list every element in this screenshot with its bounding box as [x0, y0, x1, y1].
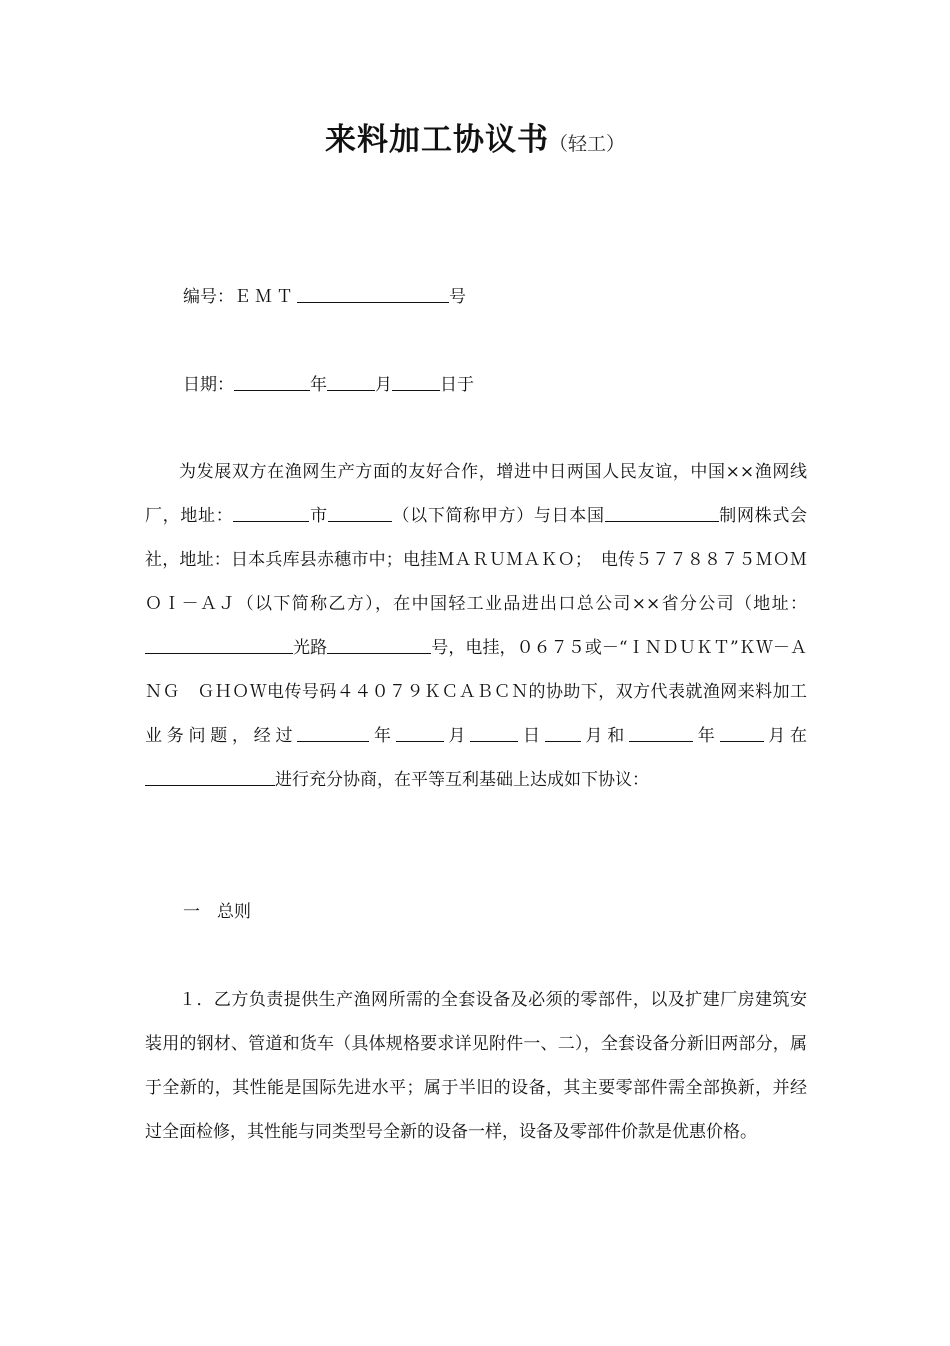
number-prefix: ＥＭＴ: [234, 287, 297, 307]
document-title: [0, 118, 950, 167]
date-month-blank: [327, 373, 375, 391]
title-main: 来料加工协议书: [324, 122, 549, 158]
preamble-text: 年: [369, 726, 396, 746]
second-year-blank: [629, 724, 693, 742]
preamble-paragraph: [145, 450, 807, 802]
date-label: 日期：: [183, 375, 234, 395]
preamble-text: 市: [309, 506, 328, 526]
date-year-blank: [234, 373, 310, 391]
date-day-blank: [392, 373, 440, 391]
house-number-blank: [327, 636, 431, 654]
date-month: 月: [375, 375, 392, 395]
date-line: [183, 373, 845, 397]
preamble-text: 日: [518, 726, 545, 746]
preamble-text: 月在: [763, 726, 807, 746]
meeting-year-blank: [297, 724, 369, 742]
preamble-text: 进行充分协商，在平等互利基础上达成如下协议：: [275, 770, 649, 790]
preamble-text: 号，电挂，０６７５或－“ＩＮＤＵＫＴ”ＫＷ－ＡＮＧ ＧＨＯＷ电传号码４４０７９ＫＣＡＢＣＮ的协助下，双方代表就渔网来料加工业务问题，经过: [145, 638, 808, 746]
preamble-text: 月和: [580, 726, 629, 746]
document-number-line: [183, 285, 845, 309]
meeting-month-blank: [396, 724, 444, 742]
number-label: 编号：: [183, 287, 234, 307]
number-blank: [297, 285, 449, 303]
address-blank: [145, 636, 293, 654]
city-blank: [233, 504, 309, 522]
street-blank: [328, 504, 392, 522]
third-month-blank: [720, 724, 764, 742]
date-day-suffix: 日于: [440, 375, 474, 395]
meeting-day-blank: [470, 724, 518, 742]
preamble-text: 年: [693, 726, 720, 746]
preamble-text: 月: [443, 726, 471, 746]
location-blank: [145, 768, 275, 786]
number-suffix: 号: [449, 287, 466, 307]
clause-1: １．乙方负责提供生产渔网所需的全套设备及必须的零部件，以及扩建厂房建筑安装用的钢材、管道和货车（具体规格要求详见附件一、二），全套设备分新旧两部分，属于全新的，其性能是国际先进水平；属于半旧的设备，其主要零部件需全部换新，并经过全面检修，其性能与同类型号全新的设备一样，设备及零部件价款是优惠价格。: [145, 990, 807, 1142]
preamble-text: （以下简称甲方）与日本国: [391, 506, 605, 526]
company-blank: [605, 504, 719, 522]
section-heading-general: 一 总则: [183, 902, 251, 922]
preamble-text: 为发展双方在渔网生产方面的友好合作，增进中日两国人民友谊，中国××渔网线厂，地址：: [145, 462, 807, 526]
preamble-text: 光路: [293, 638, 328, 658]
preamble-text: 制网株式会社，地址：日本兵库县赤穗市中；电挂ＭＡＲＵＭＡＫＯ； 电传５７７８８７５ＭＯＭＯＩ－ＡＪ（以下简称乙方），在中国轻工业品进出口总公司××省分公司（地址：: [145, 506, 808, 614]
second-month-blank: [545, 724, 581, 742]
title-subtitle: （轻工）: [548, 133, 625, 155]
date-year: 年: [310, 375, 327, 395]
